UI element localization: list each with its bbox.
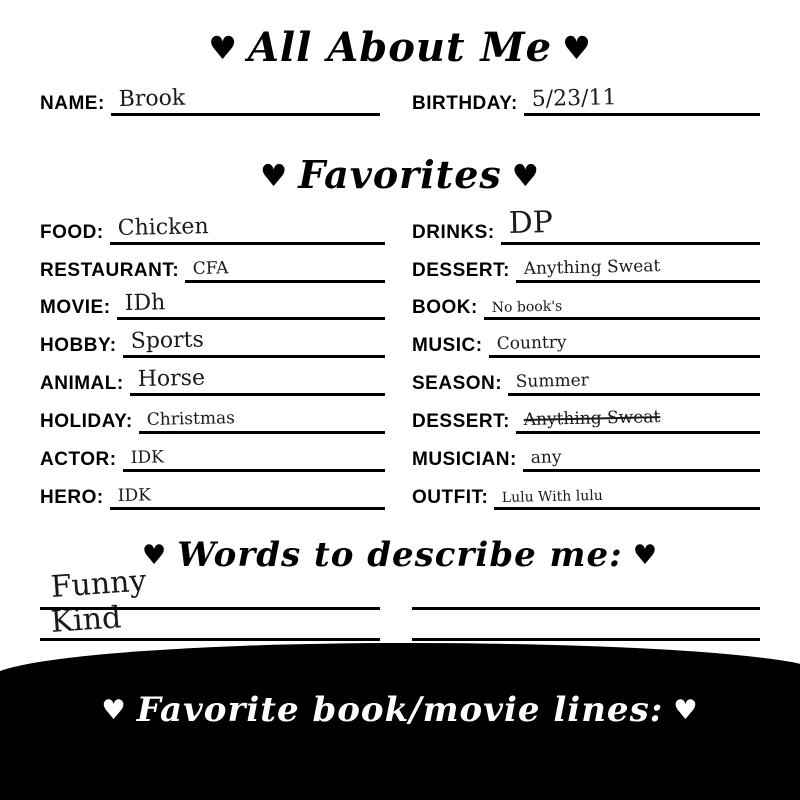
field-restaurant[interactable] — [40, 253, 385, 283]
field-hero-value: IDK — [117, 485, 151, 506]
field-food-value: Chicken — [117, 214, 209, 241]
field-animal-value: Horse — [137, 365, 205, 392]
favorites-title — [0, 152, 800, 197]
describe-line-3[interactable] — [412, 607, 760, 610]
heart-icon: ♥ — [141, 540, 168, 571]
field-dessert-1-value: Anything Sweat — [523, 256, 661, 279]
field-actor-label: ACTOR: — [40, 449, 117, 470]
footer-title — [0, 690, 800, 730]
field-hobby-value: Sports — [130, 327, 204, 354]
field-season-value: Summer — [515, 370, 590, 392]
field-dessert-1-label: DESSERT: — [412, 260, 510, 281]
heart-icon: ♥ — [511, 159, 541, 194]
field-musician-value: any — [530, 447, 562, 468]
page-title — [0, 24, 800, 71]
heart-icon: ♥ — [632, 540, 659, 571]
field-name[interactable] — [40, 86, 380, 116]
field-birthday-label: BIRTHDAY: — [412, 93, 518, 114]
favorites-title-text: Favorites — [298, 152, 502, 197]
field-season[interactable] — [412, 366, 760, 396]
field-name-label: NAME: — [40, 93, 105, 114]
heart-icon: ♥ — [101, 695, 127, 726]
field-restaurant-line[interactable] — [185, 254, 385, 283]
footer-title-text: Favorite book/movie lines: — [136, 690, 664, 730]
field-hobby-line[interactable] — [123, 329, 385, 358]
field-season-label: SEASON: — [412, 373, 503, 394]
field-book-line[interactable] — [484, 291, 760, 320]
field-outfit[interactable] — [412, 480, 760, 510]
field-outfit-label: OUTFIT: — [412, 487, 489, 508]
field-book-value: No book's — [491, 298, 563, 316]
field-birthday-value: 5/23/11 — [531, 85, 617, 112]
field-outfit-line[interactable] — [494, 481, 760, 510]
field-dessert-2-label: DESSERT: — [412, 411, 510, 432]
field-dessert-1[interactable] — [412, 253, 760, 283]
field-actor[interactable] — [40, 442, 385, 472]
field-music-label: MUSIC: — [412, 335, 483, 356]
field-hero-line[interactable] — [110, 481, 385, 510]
field-season-line[interactable] — [508, 367, 760, 396]
field-dessert-2-line[interactable] — [516, 405, 760, 434]
field-food-label: FOOD: — [40, 222, 104, 243]
field-outfit-value: Lulu With lulu — [501, 487, 604, 506]
field-animal-line[interactable] — [130, 367, 385, 396]
field-animal[interactable] — [40, 366, 385, 396]
field-movie[interactable] — [40, 290, 385, 320]
page-title-text: All About Me — [247, 24, 553, 71]
heart-icon: ♥ — [208, 29, 238, 67]
field-food-line[interactable] — [110, 216, 385, 245]
field-birthday[interactable] — [412, 86, 760, 116]
field-animal-label: ANIMAL: — [40, 373, 124, 394]
field-drinks[interactable] — [412, 205, 760, 245]
field-holiday[interactable] — [40, 404, 385, 434]
field-music-line[interactable] — [489, 329, 760, 358]
field-restaurant-value: CFA — [192, 258, 229, 279]
field-name-line[interactable] — [111, 87, 380, 116]
field-drinks-line[interactable] — [501, 205, 760, 245]
field-holiday-label: HOLIDAY: — [40, 411, 133, 432]
field-drinks-label: DRINKS: — [412, 222, 495, 243]
field-dessert-1-line[interactable] — [516, 254, 760, 283]
field-musician-label: MUSICIAN: — [412, 449, 517, 470]
describe-word-1: Funny — [49, 563, 148, 605]
field-drinks-value: DP — [507, 205, 553, 241]
field-food[interactable] — [40, 215, 385, 245]
describe-line-4[interactable] — [412, 638, 760, 641]
footer-band — [0, 655, 800, 800]
heart-icon: ♥ — [259, 159, 289, 194]
field-actor-value: IDK — [130, 447, 164, 468]
heart-icon: ♥ — [562, 29, 592, 67]
field-book-label: BOOK: — [412, 297, 478, 318]
field-dessert-2[interactable] — [412, 404, 760, 434]
field-dessert-2-value: Anything Sweat — [523, 407, 661, 430]
field-music-value: Country — [496, 332, 567, 354]
field-movie-line[interactable] — [117, 291, 385, 320]
field-restaurant-label: RESTAURANT: — [40, 260, 180, 281]
describe-line-1[interactable] — [40, 607, 380, 610]
field-birthday-line[interactable] — [524, 87, 760, 116]
field-movie-value: IDh — [124, 290, 166, 316]
words-title-text: Words to describe me: — [177, 535, 623, 575]
field-holiday-line[interactable] — [139, 405, 385, 434]
field-hobby-label: HOBBY: — [40, 335, 117, 356]
heart-icon: ♥ — [673, 695, 699, 726]
field-hobby[interactable] — [40, 328, 385, 358]
describe-line-2[interactable] — [40, 638, 380, 641]
field-name-value: Brook — [118, 85, 186, 112]
field-musician-line[interactable] — [523, 443, 760, 472]
field-music[interactable] — [412, 328, 760, 358]
field-movie-label: MOVIE: — [40, 297, 111, 318]
field-actor-line[interactable] — [123, 443, 385, 472]
field-book[interactable] — [412, 290, 760, 320]
describe-word-2: Kind — [49, 600, 123, 640]
field-musician[interactable] — [412, 442, 760, 472]
field-hero-label: HERO: — [40, 487, 104, 508]
field-hero[interactable] — [40, 480, 385, 510]
field-holiday-value: Christmas — [146, 408, 235, 430]
